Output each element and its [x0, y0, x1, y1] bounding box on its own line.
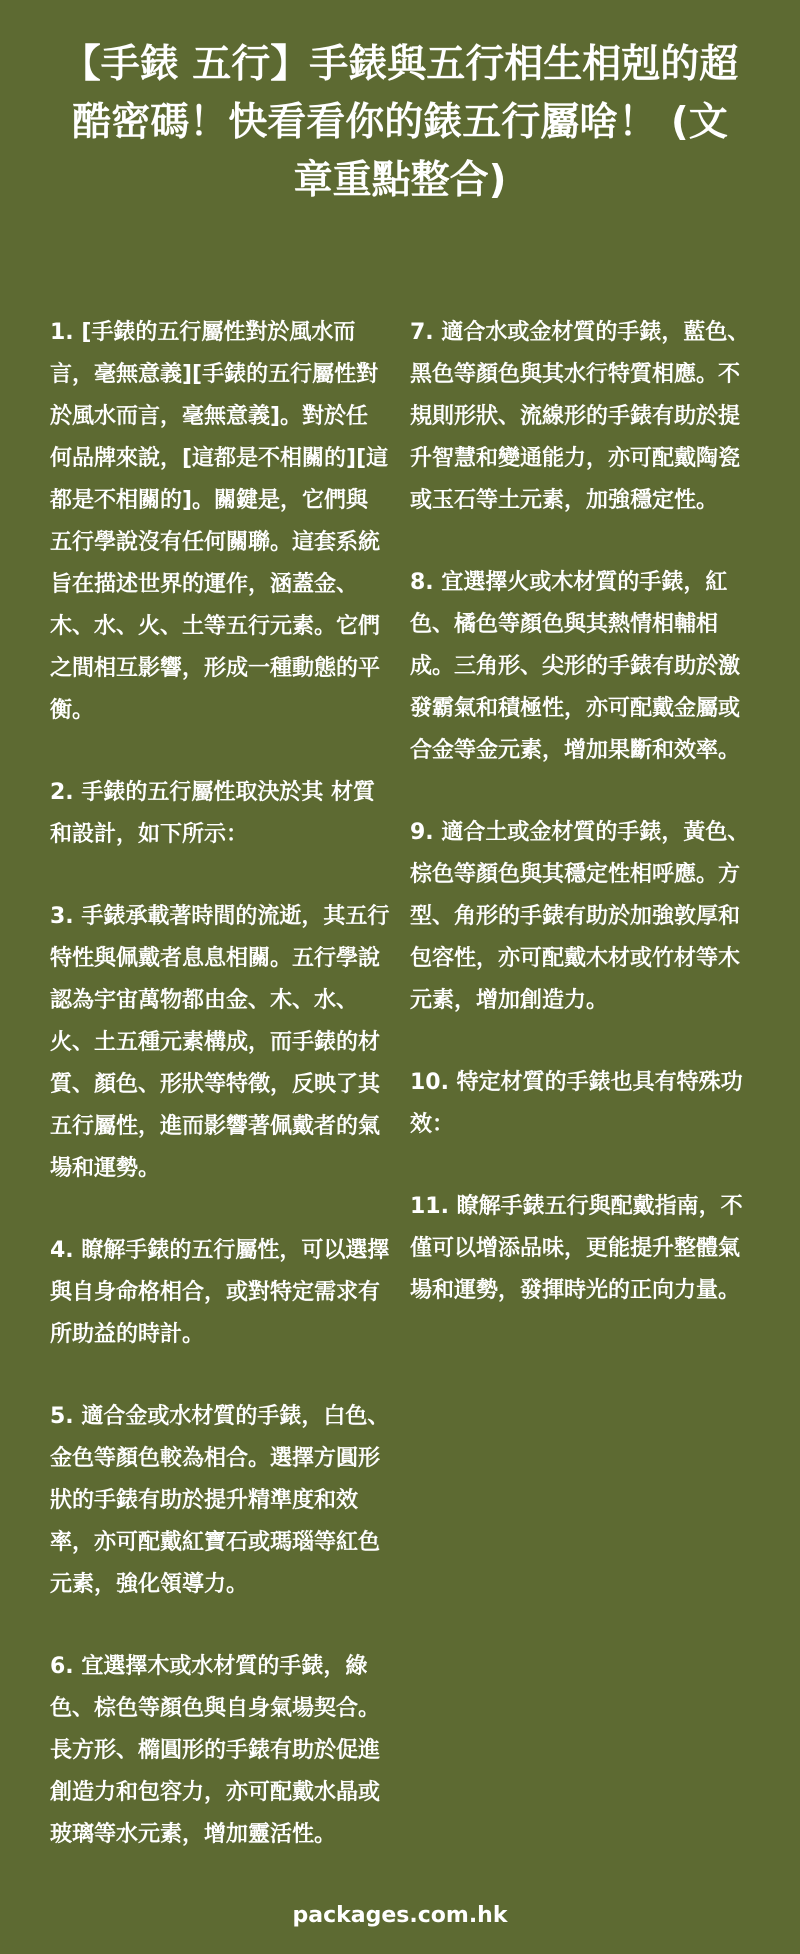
list-item: 3. 手錶承載著時間的流逝，其五行特性與佩戴者息息相關。五行學說認為宇宙萬物都由金、木、水、火、土五種元素構成，而手錶的材質、顏色、形狀等特徵，反映了其五行屬性，進而影響著佩戴者的氣場和運勢。 [50, 904, 390, 1181]
list-item: 1. [手錶的五行屬性對於風水而言，毫無意義][手錶的五行屬性對於風水而言，毫無意義]。對於任何品牌來說，[這都是不相關的][這都是不相關的]。關鍵是，它們與五行學說沒有任何關聯。這套系統旨在描述世界的運作，涵蓋金、木、水、火、土等五行元素。它們之間相互影響，形成一種動態的平衡。 [50, 320, 389, 723]
list-item: 11. 瞭解手錶五行與配戴指南，不僅可以增添品味，更能提升整體氣場和運勢，發揮時光的正向力量。 [410, 1194, 743, 1303]
list-item: 9. 適合土或金材質的手錶，黃色、棕色等顏色與其穩定性相呼應。方型、角形的手錶有助於加強敦厚和包容性，亦可配戴木材或竹材等木元素，增加創造力。 [410, 820, 750, 1013]
list-item: 5. 適合金或水材質的手錶，白色、金色等顏色較為相合。選擇方圓形狀的手錶有助於提升精準度和效率，亦可配戴紅寶石或瑪瑙等紅色元素，強化領導力。 [50, 1404, 390, 1597]
right-column [410, 312, 750, 1352]
site-domain: packages.com.hk [292, 1903, 508, 1928]
list-item: 8. 宜選擇火或木材質的手錶，紅色、橘色等顏色與其熱情相輔相成。三角形、尖形的手錶有助於激發霸氣和積極性，亦可配戴金屬或合金等金元素，增加果斷和效率。 [410, 570, 741, 763]
left-column [50, 312, 390, 1896]
list-item: 6. 宜選擇木或水材質的手錶，綠色、棕色等顏色與自身氣場契合。長方形、橢圓形的手錶有助於促進創造力和包容力，亦可配戴水晶或玻璃等水元素，增加靈活性。 [50, 1654, 381, 1847]
list-item: 2. 手錶的五行屬性取決於其 材質和設計，如下所示： [50, 780, 375, 847]
page-title: 【手錶 五行】手錶與五行相生相剋的超酷密碼！快看看你的錶五行屬啥！ (文章重點整合) [61, 42, 739, 203]
list-item: 10. 特定材質的手錶也具有特殊功效： [410, 1070, 743, 1137]
list-item: 7. 適合水或金材質的手錶，藍色、黑色等顏色與其水行特質相應。不規則形狀、流線形的手錶有助於提升智慧和變通能力，亦可配戴陶瓷或玉石等土元素，加強穩定性。 [410, 320, 750, 513]
list-item: 4. 瞭解手錶的五行屬性，可以選擇與自身命格相合，或對特定需求有所助益的時計。 [50, 1238, 390, 1347]
